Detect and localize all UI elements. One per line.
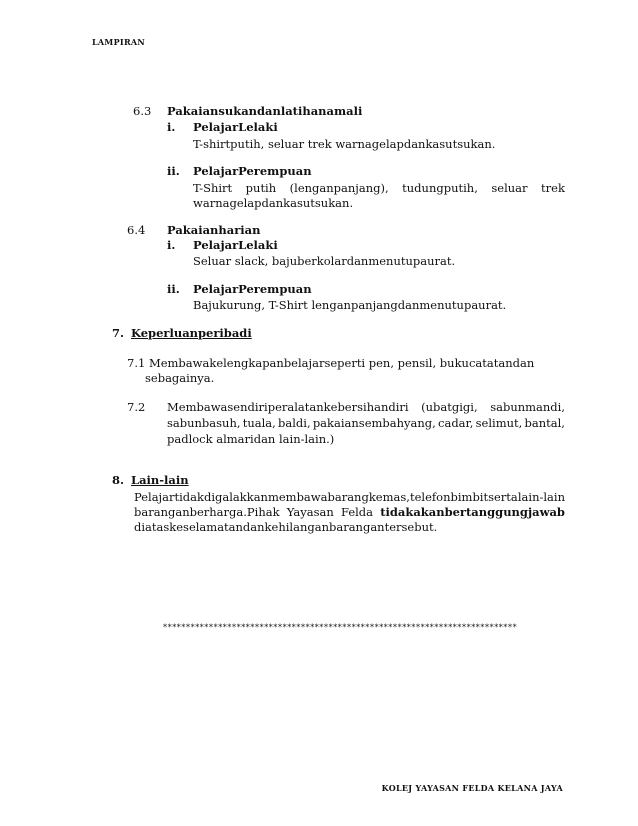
item-title: PelajarLelaki <box>193 120 278 134</box>
word: T-Shirt <box>193 181 233 195</box>
justified-line <box>167 400 565 414</box>
section-6-3-title: Pakaiansukandanlatihanamali <box>167 104 363 118</box>
word: (lenganpanjang), <box>289 181 389 195</box>
justified-line <box>134 490 565 504</box>
paragraph-line: padlock almaridan lain-lain.) <box>167 432 335 446</box>
page-footer: KOLEJ YAYASAN FELDA KELANA JAYA <box>381 783 563 793</box>
justified-line <box>193 181 565 195</box>
item-text: T-shirtputih, seluar trek warnagelapdankasutsukan. <box>193 137 496 151</box>
word: baranganberharga.Pihak <box>134 505 280 519</box>
section-6-4-title: Pakaianharian <box>167 223 261 237</box>
word: cadar, <box>438 416 474 430</box>
section-8-title: Lain-lain <box>131 473 189 487</box>
word: Membawasendiriperalatankebersihandiri <box>167 400 409 414</box>
word: putih <box>245 181 277 195</box>
word: pakaiansembahyang, <box>312 416 436 430</box>
word: tudungputih, <box>402 181 478 195</box>
item-text: Bajukurung, T-Shirt lenganpanjangdanmenutupaurat. <box>193 298 507 312</box>
section-7-number: 7. <box>112 326 125 340</box>
word: bantal, <box>524 416 565 430</box>
paragraph-line: diataskeselamatandankehilanganbarangantersebut. <box>134 520 438 534</box>
bold-phrase: tidakakanbertanggungjawab <box>380 505 565 519</box>
item-text: warnagelapdankasutsukan. <box>193 196 354 210</box>
justified-line <box>167 416 565 430</box>
word: lain-lain <box>517 490 565 504</box>
paragraph-number: 7.2 <box>127 400 146 414</box>
word: (ubatgigi, <box>421 400 478 414</box>
item-text: Seluar slack, bajuberkolardanmenutupaurat. <box>193 254 456 268</box>
paragraph-line: 7.1 Membawakelengkapanbelajarseperti pen, pensil, bukucatatandan <box>127 356 535 370</box>
item-marker: i. <box>167 238 176 252</box>
justified-line <box>134 505 565 519</box>
asterisk-separator: ***************************************************************************** <box>163 623 518 632</box>
word: sabunbasuh, <box>167 416 241 430</box>
page-header: LAMPIRAN <box>92 37 146 47</box>
word: trek <box>541 181 565 195</box>
item-marker: ii. <box>167 164 180 178</box>
section-6-4-number: 6.4 <box>127 223 146 237</box>
word: telefonbimbitserta <box>410 490 518 504</box>
item-title: PelajarLelaki <box>193 238 278 252</box>
word: selimut, <box>475 416 523 430</box>
word: Pelajartidakdigalakkanmembawabarangkemas, <box>134 490 410 504</box>
item-title: PelajarPerempuan <box>193 282 312 296</box>
word: tuala, <box>242 416 276 430</box>
section-7-title: Keperluanperibadi <box>131 326 252 340</box>
item-marker: ii. <box>167 282 180 296</box>
section-6-3-number: 6.3 <box>133 104 152 118</box>
paragraph-line: sebagainya. <box>145 371 215 385</box>
word: Yayasan <box>286 505 334 519</box>
item-title: PelajarPerempuan <box>193 164 312 178</box>
item-marker: i. <box>167 120 176 134</box>
word: seluar <box>491 181 528 195</box>
word: sabunmandi, <box>490 400 565 414</box>
word: baldi, <box>278 416 311 430</box>
word: Felda <box>340 505 374 519</box>
section-8-number: 8. <box>112 473 125 487</box>
